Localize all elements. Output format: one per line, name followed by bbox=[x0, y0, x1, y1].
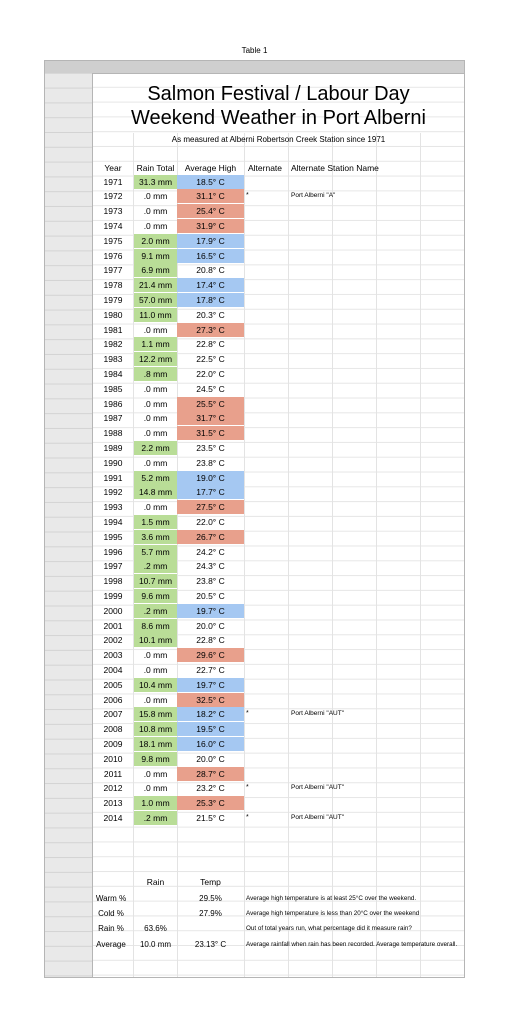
cell-year: 1990 bbox=[103, 457, 123, 468]
cell-year: 1996 bbox=[103, 546, 123, 557]
cell-temp: 22.8° C bbox=[196, 339, 225, 350]
title-line-1: Salmon Festival / Labour Day bbox=[147, 83, 410, 105]
cell-temp: 31.9° C bbox=[177, 219, 244, 233]
cell-alt bbox=[246, 323, 266, 337]
cell-alt bbox=[246, 426, 266, 440]
cell-altname bbox=[291, 323, 471, 337]
cell-alt bbox=[246, 471, 266, 485]
cell-altname bbox=[291, 545, 471, 559]
cell-temp: 25.4° C bbox=[177, 204, 244, 218]
cell-temp: 24.5° C bbox=[196, 383, 225, 394]
cell-alt bbox=[246, 619, 266, 633]
cell-alt bbox=[246, 678, 266, 692]
cell-year: 2007 bbox=[103, 709, 123, 720]
summary-note: Average high temperature is at least 25°C over the weekend. bbox=[246, 895, 417, 902]
cell-rain: 1.0 mm bbox=[134, 796, 177, 810]
cell-altname bbox=[291, 352, 471, 366]
cell-rain: 1.1 mm bbox=[134, 337, 177, 351]
cell-year: 2011 bbox=[103, 768, 123, 779]
cell-rain: .0 mm bbox=[143, 324, 168, 335]
cell-temp: 17.4° C bbox=[177, 278, 244, 292]
cell-altname bbox=[291, 693, 471, 707]
cell-altname bbox=[291, 397, 471, 411]
page-title: Table 1 bbox=[241, 46, 268, 55]
cell-year: 1994 bbox=[103, 516, 123, 527]
cell-alt bbox=[246, 456, 266, 470]
cell-rain: 5.7 mm bbox=[134, 545, 177, 559]
cell-rain: 2.0 mm bbox=[134, 234, 177, 248]
cell-temp: 20.0° C bbox=[196, 620, 225, 631]
table-title bbox=[93, 82, 464, 130]
cell-altname bbox=[291, 382, 471, 396]
cell-altname bbox=[291, 485, 471, 499]
cell-temp: 18.2° C bbox=[177, 707, 244, 721]
cell-alt bbox=[246, 530, 266, 544]
cell-alt bbox=[246, 175, 266, 189]
cell-year: 1984 bbox=[103, 368, 123, 379]
cell-alt bbox=[246, 293, 266, 307]
cell-temp: 20.8° C bbox=[196, 265, 225, 276]
cell-year: 1978 bbox=[103, 280, 123, 291]
cell-rain: 3.6 mm bbox=[134, 530, 177, 544]
cell-temp: 19.7° C bbox=[177, 604, 244, 618]
cell-year: 2000 bbox=[103, 605, 123, 616]
cell-year: 1974 bbox=[103, 220, 123, 231]
cell-year: 2009 bbox=[103, 738, 123, 749]
cell-alt: * bbox=[246, 710, 249, 718]
cell-year: 2010 bbox=[103, 753, 123, 764]
cell-year: 1991 bbox=[103, 472, 123, 483]
cell-temp: 28.7° C bbox=[177, 767, 244, 781]
cell-year: 1998 bbox=[103, 576, 123, 587]
summary-label: Warm % bbox=[95, 894, 127, 903]
cell-rain: .8 mm bbox=[134, 367, 177, 381]
cell-rain: 5.2 mm bbox=[134, 471, 177, 485]
cell-year: 2003 bbox=[103, 650, 123, 661]
cell-temp: 22.7° C bbox=[196, 664, 225, 675]
cell-rain: 6.9 mm bbox=[134, 263, 177, 277]
cell-temp: 24.2° C bbox=[196, 546, 225, 557]
cell-alt bbox=[246, 382, 266, 396]
cell-alt bbox=[246, 737, 266, 751]
row-header-column bbox=[45, 73, 93, 977]
cell-rain: .0 mm bbox=[143, 768, 168, 779]
cell-altname: Port Alberni "AUT" bbox=[291, 813, 345, 821]
cell-altname bbox=[291, 308, 471, 322]
cell-year: 1987 bbox=[103, 413, 123, 424]
cell-temp: 29.6° C bbox=[177, 648, 244, 662]
cell-altname bbox=[291, 337, 471, 351]
cell-altname bbox=[291, 648, 471, 662]
cell-altname bbox=[291, 530, 471, 544]
cell-year: 2001 bbox=[103, 620, 123, 631]
cell-year: 1982 bbox=[103, 339, 123, 350]
summary-label: Cold % bbox=[98, 909, 124, 919]
cell-rain: .0 mm bbox=[143, 191, 168, 202]
cell-rain: 31.3 mm bbox=[134, 175, 177, 189]
cell-year: 1985 bbox=[103, 383, 123, 394]
header-alternate: Alternate bbox=[248, 163, 283, 173]
cell-year: 2005 bbox=[103, 679, 123, 690]
cell-temp: 21.5° C bbox=[196, 812, 225, 823]
cell-year: 2002 bbox=[103, 635, 123, 646]
cell-rain: .2 mm bbox=[134, 559, 177, 573]
cell-alt: * bbox=[246, 784, 249, 792]
cell-altname bbox=[291, 500, 471, 514]
cell-rain: .0 mm bbox=[143, 502, 168, 513]
cell-altname bbox=[291, 249, 471, 263]
cell-rain: 10.4 mm bbox=[134, 678, 177, 692]
cell-rain: .0 mm bbox=[143, 783, 168, 794]
cell-altname bbox=[291, 589, 471, 603]
cell-alt bbox=[246, 633, 266, 647]
cell-altname bbox=[291, 471, 471, 485]
header-rain-total: Rain Total bbox=[136, 163, 175, 173]
cell-alt bbox=[246, 219, 266, 233]
cell-alt: * bbox=[246, 813, 249, 821]
cell-rain: 10.8 mm bbox=[134, 722, 177, 736]
cell-rain: .0 mm bbox=[143, 398, 168, 409]
cell-alt bbox=[246, 545, 266, 559]
cell-temp: 17.7° C bbox=[177, 485, 244, 499]
summary-header-temp: Temp bbox=[200, 877, 221, 887]
cell-year: 1986 bbox=[103, 398, 123, 409]
gridline bbox=[288, 133, 289, 977]
cell-year: 1989 bbox=[103, 442, 123, 453]
cell-rain: .0 mm bbox=[143, 664, 168, 675]
cell-altname bbox=[291, 663, 471, 677]
cell-alt bbox=[246, 648, 266, 662]
cell-rain: 8.6 mm bbox=[134, 619, 177, 633]
cell-temp: 27.5° C bbox=[177, 500, 244, 514]
cell-temp: 23.5° C bbox=[196, 442, 225, 453]
cell-alt bbox=[246, 663, 266, 677]
summary-rain: 10.0 mm bbox=[139, 939, 172, 949]
cell-rain: .0 mm bbox=[143, 650, 168, 661]
cell-altname bbox=[291, 515, 471, 529]
cell-year: 1993 bbox=[103, 502, 123, 513]
cell-alt bbox=[246, 352, 266, 366]
summary-header-rain: Rain bbox=[146, 877, 165, 887]
cell-temp: 23.8° C bbox=[196, 457, 225, 468]
cell-year: 2013 bbox=[103, 798, 123, 809]
cell-year: 1988 bbox=[103, 428, 123, 439]
cell-alt bbox=[246, 249, 266, 263]
cell-year: 1975 bbox=[103, 235, 123, 246]
cell-altname: Port Alberni "A" bbox=[291, 192, 336, 200]
cell-alt bbox=[246, 796, 266, 810]
cell-rain: 57.0 mm bbox=[134, 293, 177, 307]
cell-temp: 22.8° C bbox=[196, 635, 225, 646]
cell-rain: 9.6 mm bbox=[134, 589, 177, 603]
cell-alt bbox=[246, 367, 266, 381]
cell-alt bbox=[246, 604, 266, 618]
cell-rain: .0 mm bbox=[143, 220, 168, 231]
cell-year: 1972 bbox=[103, 191, 123, 202]
cell-temp: 17.9° C bbox=[177, 234, 244, 248]
cell-alt bbox=[246, 589, 266, 603]
gridline bbox=[244, 133, 245, 977]
cell-temp: 22.0° C bbox=[196, 368, 225, 379]
cell-year: 1977 bbox=[103, 265, 123, 276]
cell-year: 2006 bbox=[103, 694, 123, 705]
cell-altname bbox=[291, 263, 471, 277]
cell-temp: 26.7° C bbox=[177, 530, 244, 544]
cell-year: 1995 bbox=[103, 531, 123, 542]
cell-rain: .0 mm bbox=[143, 428, 168, 439]
cell-altname bbox=[291, 293, 471, 307]
cell-rain: 18.1 mm bbox=[134, 737, 177, 751]
cell-rain: .2 mm bbox=[134, 811, 177, 825]
cell-year: 1980 bbox=[103, 309, 123, 320]
cell-temp: 32.5° C bbox=[177, 693, 244, 707]
summary-rain bbox=[134, 892, 177, 906]
cell-temp: 17.8° C bbox=[177, 293, 244, 307]
cell-altname bbox=[291, 752, 471, 766]
cell-rain: 2.2 mm bbox=[134, 441, 177, 455]
cell-year: 2004 bbox=[103, 664, 123, 675]
summary-label: Rain % bbox=[98, 924, 124, 934]
cell-alt bbox=[246, 308, 266, 322]
cell-rain: 11.0 mm bbox=[134, 308, 177, 322]
cell-year: 1999 bbox=[103, 590, 123, 601]
cell-alt bbox=[246, 411, 266, 425]
cell-temp: 25.5° C bbox=[177, 397, 244, 411]
cell-altname bbox=[291, 426, 471, 440]
header-year: Year bbox=[104, 163, 122, 173]
cell-year: 2012 bbox=[103, 783, 123, 794]
cell-rain: 1.5 mm bbox=[134, 515, 177, 529]
cell-rain: .2 mm bbox=[134, 604, 177, 618]
cell-rain: 21.4 mm bbox=[134, 278, 177, 292]
cell-temp: 27.3° C bbox=[177, 323, 244, 337]
cell-altname bbox=[291, 604, 471, 618]
cell-temp: 16.0° C bbox=[177, 737, 244, 751]
spreadsheet-table bbox=[44, 60, 465, 978]
cell-altname bbox=[291, 219, 471, 233]
cell-temp: 19.7° C bbox=[177, 678, 244, 692]
cell-altname bbox=[291, 767, 471, 781]
cell-alt bbox=[246, 397, 266, 411]
cell-altname bbox=[291, 204, 471, 218]
summary-note: Average rainfall when rain has been recorded. Average temperature overall. bbox=[246, 940, 458, 948]
cell-rain: 15.8 mm bbox=[134, 707, 177, 721]
summary-note: Out of total years run, what percentage did it measure rain? bbox=[246, 925, 412, 933]
cell-rain: 9.8 mm bbox=[134, 752, 177, 766]
cell-altname: Port Alberni "AUT" bbox=[291, 784, 345, 792]
cell-year: 1979 bbox=[103, 294, 123, 305]
cell-year: 1973 bbox=[103, 206, 123, 217]
cell-altname bbox=[291, 559, 471, 573]
cell-temp: 31.1° C bbox=[177, 189, 244, 203]
cell-year: 1976 bbox=[103, 250, 123, 261]
cell-altname bbox=[291, 456, 471, 470]
cell-temp: 20.0° C bbox=[196, 753, 225, 764]
cell-rain: 14.8 mm bbox=[134, 485, 177, 499]
cell-temp: 25.3° C bbox=[177, 796, 244, 810]
cell-temp: 20.3° C bbox=[196, 309, 225, 320]
cell-alt bbox=[246, 752, 266, 766]
cell-altname bbox=[291, 574, 471, 588]
cell-rain: .0 mm bbox=[143, 457, 168, 468]
cell-temp: 16.5° C bbox=[177, 249, 244, 263]
cell-rain: 12.2 mm bbox=[134, 352, 177, 366]
cell-alt bbox=[246, 559, 266, 573]
cell-altname bbox=[291, 278, 471, 292]
cell-alt bbox=[246, 337, 266, 351]
cell-temp: 23.2° C bbox=[196, 783, 225, 794]
cell-alt bbox=[246, 263, 266, 277]
column-header-band bbox=[45, 61, 464, 74]
cell-year: 1981 bbox=[103, 324, 123, 335]
cell-alt bbox=[246, 693, 266, 707]
cell-alt bbox=[246, 485, 266, 499]
cell-temp: 20.5° C bbox=[196, 590, 225, 601]
title-line-2: Weekend Weather in Port Alberni bbox=[131, 107, 426, 129]
cell-altname bbox=[291, 678, 471, 692]
summary-temp: 29.5% bbox=[199, 894, 222, 903]
cell-temp: 31.5° C bbox=[177, 426, 244, 440]
cell-alt bbox=[246, 500, 266, 514]
summary-temp: 27.9% bbox=[199, 909, 222, 919]
cell-altname bbox=[291, 175, 471, 189]
summary-temp: 23.13° C bbox=[194, 939, 227, 949]
cell-alt bbox=[246, 574, 266, 588]
cell-altname bbox=[291, 441, 471, 455]
cell-rain: .0 mm bbox=[143, 383, 168, 394]
summary-rain: 63.6% bbox=[144, 924, 167, 934]
cell-alt: * bbox=[246, 192, 249, 200]
cell-temp: 23.8° C bbox=[196, 576, 225, 587]
cell-rain: .0 mm bbox=[143, 413, 168, 424]
cell-year: 2014 bbox=[103, 812, 123, 823]
summary-label: Average bbox=[96, 939, 126, 949]
cell-rain: 10.7 mm bbox=[134, 574, 177, 588]
cell-alt bbox=[246, 234, 266, 248]
cell-alt bbox=[246, 722, 266, 736]
cell-rain: 9.1 mm bbox=[134, 249, 177, 263]
cell-temp: 22.5° C bbox=[196, 354, 225, 365]
header-alternate-station-name: Alternate Station Name bbox=[291, 163, 379, 173]
cell-alt bbox=[246, 767, 266, 781]
cell-altname bbox=[291, 633, 471, 647]
cell-altname: Port Alberni "AUT" bbox=[291, 710, 345, 718]
cell-altname bbox=[291, 619, 471, 633]
cell-temp: 22.0° C bbox=[196, 516, 225, 527]
cell-altname bbox=[291, 367, 471, 381]
cell-temp: 24.3° C bbox=[196, 561, 225, 572]
cell-year: 1971 bbox=[103, 176, 123, 187]
cell-year: 1992 bbox=[103, 487, 123, 498]
cell-altname bbox=[291, 234, 471, 248]
cell-rain: .0 mm bbox=[143, 206, 168, 217]
cell-alt bbox=[246, 204, 266, 218]
cell-year: 1997 bbox=[103, 561, 123, 572]
cell-year: 1983 bbox=[103, 354, 123, 365]
cell-alt bbox=[246, 278, 266, 292]
cell-temp: 31.7° C bbox=[177, 411, 244, 425]
cell-rain: .0 mm bbox=[143, 694, 168, 705]
cell-altname bbox=[291, 737, 471, 751]
summary-rain bbox=[134, 907, 177, 921]
summary-temp bbox=[177, 922, 244, 936]
summary-note: Average high temperature is less than 20°C over the weekend bbox=[246, 910, 420, 918]
cell-altname bbox=[291, 796, 471, 810]
cell-temp: 19.5° C bbox=[177, 722, 244, 736]
cell-rain: 10.1 mm bbox=[134, 633, 177, 647]
cell-altname bbox=[291, 411, 471, 425]
header-average-high: Average High bbox=[184, 163, 237, 173]
cell-alt bbox=[246, 441, 266, 455]
cell-alt bbox=[246, 515, 266, 529]
cell-temp: 18.5° C bbox=[177, 175, 244, 189]
cell-altname bbox=[291, 722, 471, 736]
cell-year: 2008 bbox=[103, 724, 123, 735]
table-subtitle: As measured at Alberni Robertson Creek Station since 1971 bbox=[171, 135, 386, 144]
cell-temp: 19.0° C bbox=[177, 471, 244, 485]
